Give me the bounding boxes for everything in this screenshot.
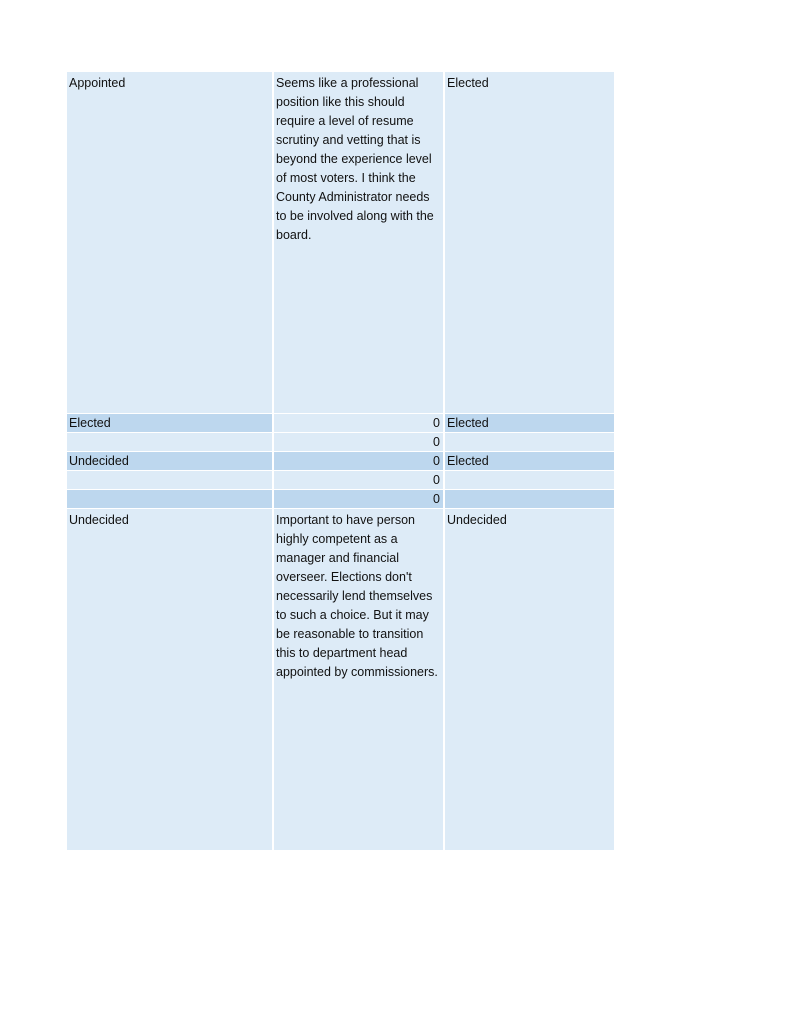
table-cell[interactable]: Elected [445,72,614,413]
value-cell[interactable]: 0 [274,490,443,508]
table-row [67,509,614,850]
table-cell[interactable]: Undecided [67,452,272,470]
table-cell[interactable] [67,433,272,451]
table-cell[interactable]: Appointed [67,72,272,413]
table-row [67,452,614,470]
spreadsheet-table [67,72,614,851]
table-cell[interactable] [445,471,614,489]
table-row [67,433,614,451]
table-row [67,490,614,508]
table-row [67,414,614,432]
table-cell[interactable] [445,433,614,451]
value-cell[interactable]: 0 [274,433,443,451]
table-row [67,72,614,413]
table-cell[interactable] [445,490,614,508]
table-row [67,471,614,489]
table-cell[interactable] [67,490,272,508]
table-cell[interactable]: Elected [445,414,614,432]
table-cell[interactable]: Elected [67,414,272,432]
comment-cell[interactable]: Seems like a professional position like this should require a level of resume scrutiny and vetting that is beyond the experience level of most voters. I think the County Administrator needs to be involved along with the board. [274,72,443,413]
value-cell[interactable]: 0 [274,471,443,489]
comment-cell[interactable]: Important to have person highly competent as a manager and financial overseer. Elections don't necessarily lend themselves to such a choice. But it may be reasonable to transition this to department head appointed by commissioners. [274,509,443,850]
value-cell[interactable]: 0 [274,414,443,432]
table-cell[interactable]: Undecided [445,509,614,850]
table-cell[interactable] [67,471,272,489]
table-cell[interactable]: Elected [445,452,614,470]
value-cell[interactable]: 0 [274,452,443,470]
table-cell[interactable]: Undecided [67,509,272,850]
